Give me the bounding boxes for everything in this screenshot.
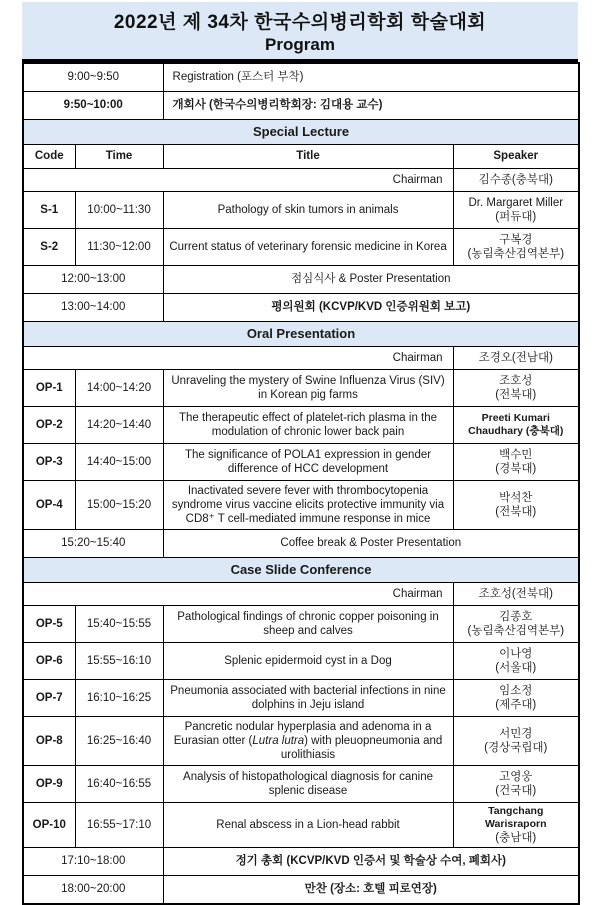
speaker-affiliation: Chaudhary (충북대): [468, 425, 564, 437]
speaker-affiliation: (퍼듀대): [495, 211, 537, 223]
speaker-affiliation: (건국대): [495, 785, 537, 797]
talk-time: 11:30~12:00: [75, 229, 163, 266]
talk-time: 14:00~14:20: [75, 370, 163, 407]
talk-speaker: [453, 680, 579, 717]
speaker-name: 백수민: [499, 448, 533, 461]
talk-speaker: [453, 370, 579, 407]
row-lunch: [23, 266, 579, 294]
chairman-name: 김수종(충북대): [453, 169, 579, 192]
talk-code: OP-6: [23, 643, 75, 680]
talk-speaker: [453, 803, 579, 848]
program-table: [22, 62, 580, 905]
coffee-time: 15:20~15:40: [23, 530, 163, 558]
speaker-name: 이나영: [499, 647, 533, 660]
talk-row-op6: [23, 643, 579, 680]
talk-row-s2: [23, 229, 579, 266]
talk-time: 10:00~11:30: [75, 192, 163, 229]
talk-speaker: [453, 717, 579, 766]
talk-row-op8: [23, 717, 579, 766]
speaker-name: 임소정: [499, 684, 533, 697]
chairman-label: Chairman: [23, 583, 453, 606]
talk-code: OP-3: [23, 444, 75, 481]
talk-code: S-1: [23, 192, 75, 229]
talk-time: 15:55~16:10: [75, 643, 163, 680]
page-title: 2022년 제 34차 한국수의병리학회 학술대회: [113, 12, 487, 33]
assembly-time: 17:10~18:00: [23, 847, 163, 875]
talk-code: OP-5: [23, 606, 75, 643]
assembly-label: 정기 총회 (KCVP/KVD 인증서 및 학술상 수여, 폐회사): [163, 847, 579, 875]
talk-time: 14:20~14:40: [75, 407, 163, 444]
registration-label: Registration (포스터 부착): [163, 63, 579, 92]
talk-time: 14:40~15:00: [75, 444, 163, 481]
talk-title: Inactivated severe fever with thrombocytopenia syndrome virus vaccine elicits protective immunity via CD8⁺ T cell-mediated immune response in mice: [163, 481, 453, 530]
talk-title: Pneumonia associated with bacterial infections in nine dolphins in Jeju island: [163, 680, 453, 717]
column-header-row: [23, 145, 579, 169]
council-time: 13:00~14:00: [23, 294, 163, 322]
page-subtitle: Program: [265, 35, 335, 54]
talk-time: 16:10~16:25: [75, 680, 163, 717]
chairman-name: 조경오(전남대): [453, 347, 579, 370]
section-oral-presentation-title: Oral Presentation: [23, 322, 579, 347]
col-speaker: Speaker: [453, 145, 579, 169]
row-registration: [23, 63, 579, 92]
talk-row-s1: [23, 192, 579, 229]
talk-code: OP-9: [23, 766, 75, 803]
talk-title: Renal abscess in a Lion-head rabbit: [163, 803, 453, 848]
section-oral-presentation: [23, 322, 579, 347]
talk-code: OP-4: [23, 481, 75, 530]
talk-title: The therapeutic effect of platelet-rich plasma in the modulation of chronic lower back pain: [163, 407, 453, 444]
council-label: 평의원회 (KCVP/KVD 인증위원회 보고): [163, 294, 579, 322]
chairman-name: 조호성(전북대): [453, 583, 579, 606]
talk-row-op7: [23, 680, 579, 717]
speaker-affiliation: (서울대): [495, 662, 537, 674]
talk-title: Pathology of skin tumors in animals: [163, 192, 453, 229]
row-opening: [23, 92, 579, 120]
talk-code: OP-2: [23, 407, 75, 444]
title-banner: [22, 2, 578, 62]
row-coffee-break: [23, 530, 579, 558]
speaker-name: 조호성: [499, 374, 533, 387]
speaker-affiliation: (경상국립대): [484, 742, 548, 754]
talk-title: Pancretic nodular hyperplasia and adenoma in a Eurasian otter (Lutra lutra) with pleuopneumonia and urolithiasis: [163, 717, 453, 766]
talk-speaker: [453, 643, 579, 680]
talk-speaker: [453, 481, 579, 530]
talk-time: 16:25~16:40: [75, 717, 163, 766]
talk-speaker: [453, 606, 579, 643]
talk-title: Splenic epidermoid cyst in a Dog: [163, 643, 453, 680]
speaker-affiliation: (전북대): [495, 506, 537, 518]
speaker-name: 박석찬: [499, 491, 533, 504]
talk-row-op4: [23, 481, 579, 530]
speaker-affiliation: (전북대): [495, 389, 537, 401]
talk-code: OP-10: [23, 803, 75, 848]
lunch-label: 점심식사 & Poster Presentation: [163, 266, 579, 294]
talk-row-op1: [23, 370, 579, 407]
section-case-slide-conference: [23, 558, 579, 583]
talk-speaker: [453, 444, 579, 481]
talk-row-op10: [23, 803, 579, 848]
section-special-lecture-title: Special Lecture: [23, 120, 579, 145]
talk-speaker: [453, 229, 579, 266]
row-banquet: [23, 875, 579, 904]
row-council: [23, 294, 579, 322]
talk-time: 16:40~16:55: [75, 766, 163, 803]
chairman-row-oral: [23, 347, 579, 370]
talk-speaker: [453, 192, 579, 229]
speaker-name: 구복경: [499, 233, 533, 246]
speaker-name: Preeti Kumari: [481, 412, 550, 425]
talk-code: OP-1: [23, 370, 75, 407]
program-document: [22, 2, 578, 905]
talk-title: Pathological findings of chronic copper poisoning in sheep and calves: [163, 606, 453, 643]
row-general-assembly: [23, 847, 579, 875]
chairman-label: Chairman: [23, 347, 453, 370]
section-case-slide-title: Case Slide Conference: [23, 558, 579, 583]
coffee-label: Coffee break & Poster Presentation: [163, 530, 579, 558]
banquet-time: 18:00~20:00: [23, 875, 163, 904]
banquet-label: 만찬 (장소: 호텔 피로연장): [163, 875, 579, 904]
talk-row-op9: [23, 766, 579, 803]
col-code: Code: [23, 145, 75, 169]
talk-code: OP-7: [23, 680, 75, 717]
speaker-affiliation: (경북대): [495, 463, 537, 475]
talk-row-op2: [23, 407, 579, 444]
speaker-name: 서민경: [499, 727, 533, 740]
talk-row-op3: [23, 444, 579, 481]
talk-speaker: [453, 766, 579, 803]
talk-time: 15:00~15:20: [75, 481, 163, 530]
talk-title: Current status of veterinary forensic medicine in Korea: [163, 229, 453, 266]
talk-title: Analysis of histopathological diagnosis for canine splenic disease: [163, 766, 453, 803]
speaker-affiliation: (농림축산검역본부): [467, 625, 565, 637]
speaker-affiliation: (충남대): [495, 831, 537, 844]
col-title: Title: [163, 145, 453, 169]
speaker-name: 김종호: [499, 610, 533, 623]
talk-code: OP-8: [23, 717, 75, 766]
speaker-name: 고영웅: [499, 770, 533, 783]
opening-label: 개회사 (한국수의병리학회장: 김대용 교수): [163, 92, 579, 120]
talk-time: 15:40~15:55: [75, 606, 163, 643]
registration-time: 9:00~9:50: [23, 63, 163, 92]
section-special-lecture: [23, 120, 579, 145]
speaker-name: Tangchang Warisraporn: [485, 805, 547, 830]
speaker-affiliation: (제주대): [495, 699, 537, 711]
chairman-row-special: [23, 169, 579, 192]
talk-speaker: [453, 407, 579, 444]
chairman-row-case-slide: [23, 583, 579, 606]
lunch-time: 12:00~13:00: [23, 266, 163, 294]
talk-title: The significance of POLA1 expression in gender difference of HCC development: [163, 444, 453, 481]
col-time: Time: [75, 145, 163, 169]
talk-row-op5: [23, 606, 579, 643]
speaker-name: Dr. Margaret Miller: [468, 196, 564, 209]
speaker-affiliation: (농림축산검역본부): [467, 248, 565, 260]
talk-code: S-2: [23, 229, 75, 266]
talk-time: 16:55~17:10: [75, 803, 163, 848]
talk-title: Unraveling the mystery of Swine Influenza Virus (SIV) in Korean pig farms: [163, 370, 453, 407]
opening-time: 9:50~10:00: [23, 92, 163, 120]
chairman-label: Chairman: [23, 169, 453, 192]
